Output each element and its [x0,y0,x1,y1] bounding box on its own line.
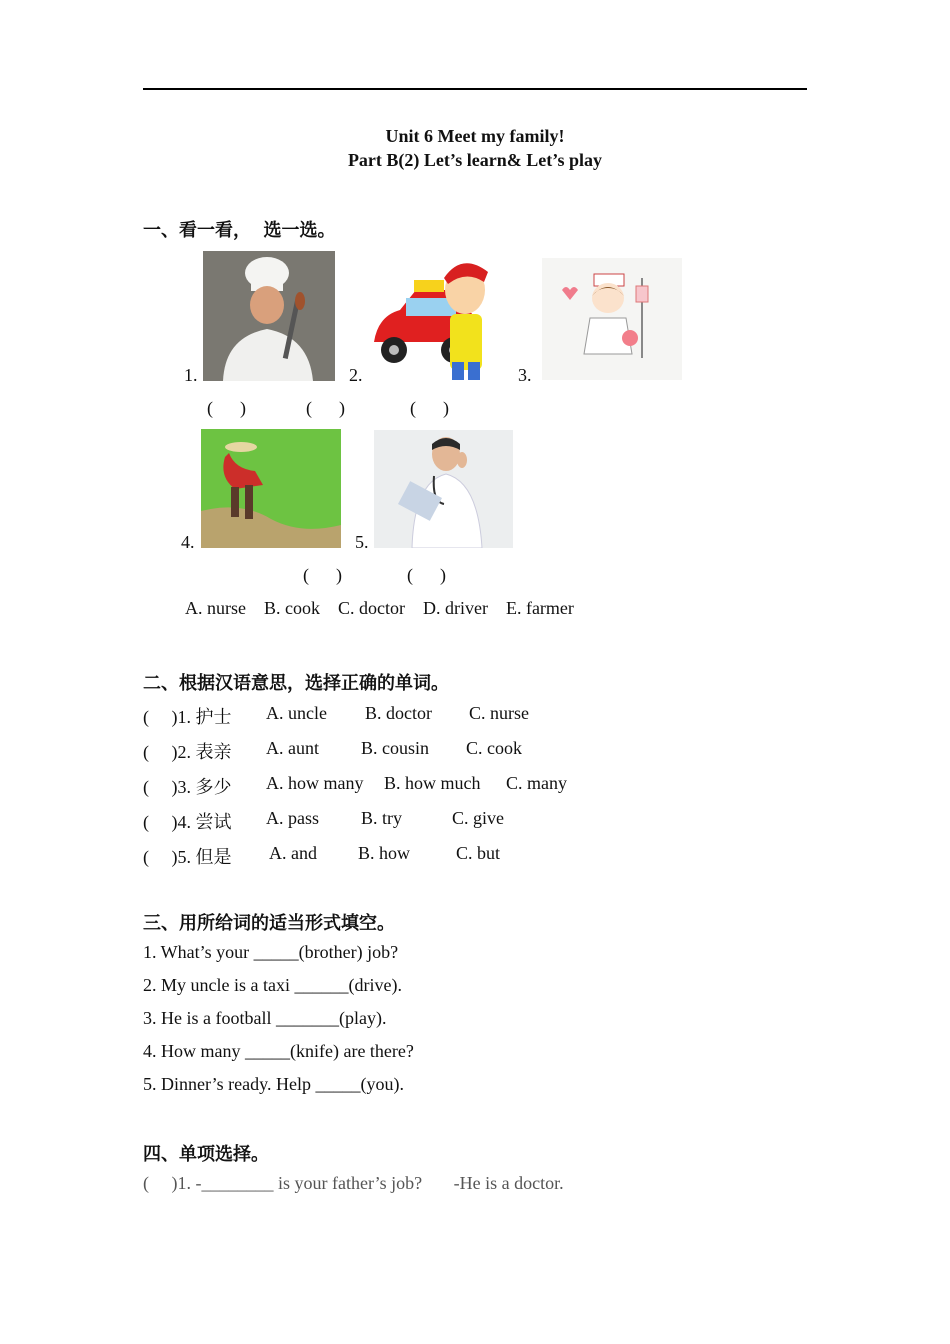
answer-blank-5[interactable]: ( ) [407,565,446,585]
page-subtitle: Part B(2) Let’s learn& Let’s play [347,150,603,170]
fill-blank-line-4: 4. How many _____(knife) are there? [143,1041,414,1061]
option-b: B. cousin [361,738,430,758]
taxi-driver-cartoon [370,250,508,380]
fill-blank-line-2: 2. My uncle is a taxi ______(drive). [143,975,402,995]
section1-options: A. nurse B. cook C. doctor D. driver E. farmer [185,598,574,618]
question-text: ( )1. 护士 [143,707,232,727]
fill-blank-line-1: 1. What’s your _____(brother) job? [143,942,399,962]
chef-photo [203,251,335,381]
option-c: C. many [506,773,567,793]
question-text: ( )4. 尝试 [143,812,232,832]
item-number-1: 1. [184,365,198,385]
option-a: A. pass [266,808,319,828]
option-c: C. but [456,843,501,863]
answer-blank-4[interactable]: ( ) [303,565,342,585]
doctor-photo [374,430,513,548]
section2-heading: 二、根据汉语意思，选择正确的单词。 [143,673,449,694]
option-a: A. aunt [266,738,319,758]
section4-heading: 四、单项选择。 [143,1144,269,1165]
option-c: C. nurse [469,703,529,723]
option-b: B. doctor [365,703,432,723]
option-a: A. and [269,843,317,863]
answer-blank-2[interactable]: ( ) [306,398,345,418]
header-rule [143,88,807,90]
option-c: C. give [452,808,504,828]
section1-heading: 一、看一看， 选一选。 [143,220,336,241]
answer-blank-1[interactable]: ( ) [207,398,246,418]
section3-heading: 三、用所给词的适当形式填空。 [143,913,395,934]
item-number-3: 3. [518,365,532,385]
option-b: B. how [358,843,411,863]
question-text: ( )2. 表亲 [143,742,232,762]
page-title: Unit 6 Meet my family! [385,126,565,146]
question-text: ( )3. 多少 [143,777,232,797]
nurse-cartoon [542,258,682,380]
question-text: ( )5. 但是 [143,847,232,867]
item-number-4: 4. [181,532,195,552]
fill-blank-line-3: 3. He is a football _______(play). [143,1008,387,1028]
option-c: C. cook [466,738,522,758]
option-a: A. how many [266,773,364,793]
option-a: A. uncle [266,703,327,723]
answer-blank-3[interactable]: ( ) [410,398,449,418]
option-b: B. how much [384,773,481,793]
option-b: B. try [361,808,403,828]
item-number-5: 5. [355,532,369,552]
farmer-photo [201,429,341,548]
fill-blank-line-5: 5. Dinner’s ready. Help _____(you). [143,1074,404,1094]
item-number-2: 2. [349,365,363,385]
choice-question-1: ( )1. -________ is your father’s job? -He is a doctor. [143,1173,564,1193]
